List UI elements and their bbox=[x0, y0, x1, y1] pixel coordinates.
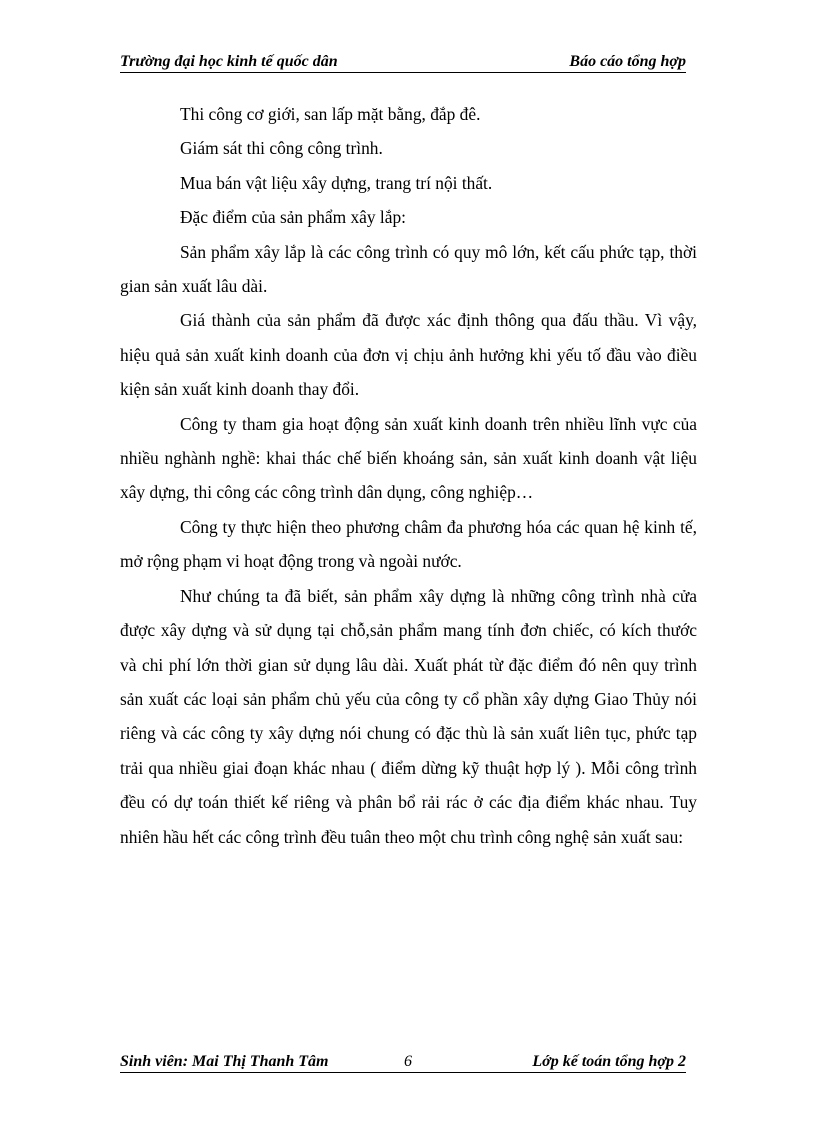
page-footer bbox=[120, 1052, 686, 1073]
paragraph-1: Thi công cơ giới, san lấp mặt bằng, đắp đê. bbox=[180, 104, 481, 124]
paragraph-5: Sản phẩm xây lắp là các công trình có quy mô lớn, kết cấu phức tạp, thời gian sản xuất lâu dài. bbox=[120, 241, 697, 297]
header-university: Trường đại học kinh tế quốc dân bbox=[120, 53, 338, 70]
paragraph-9: Như chúng ta đã biết, sản phẩm xây dựng là những công trình nhà cửa được xây dựng và sử dụng tại chỗ,sản phẩm mang tính đơn chiếc, có kích thước và chi phí lớn thời gian sử dụng lâu dài. Xuất phát từ đặc điểm đó nên quy trình sản xuất các loại sản phẩm chủ yếu của công ty cổ phần xây dựng Giao Thủy nói riêng và các công ty xây dựng nói chung có đặc thù là sản xuất liên tục, phức tạp trải qua nhiều giai đoạn khác nhau ( điểm dừng kỹ thuật hợp lý ). Mỗi công trình đều có dự toán thiết kế riêng và phân bổ rải rác ở các địa điểm khác nhau. Tuy nhiên hầu hết các công trình đều tuân theo một chu trình công nghệ sản xuất sau: bbox=[120, 585, 697, 847]
paragraph-4: Đặc điểm của sản phẩm xây lắp: bbox=[180, 207, 406, 228]
paragraph-8: Công ty thực hiện theo phương châm đa phương hóa các quan hệ kinh tế, mở rộng phạm vi hoạt động trong và ngoài nước. bbox=[120, 516, 697, 572]
footer-student-name: Sinh viên: Mai Thị Thanh Tâm bbox=[120, 1053, 329, 1070]
page-header bbox=[120, 52, 686, 73]
paragraph-2: Giám sát thi công công trình. bbox=[180, 138, 383, 159]
paragraph-6: Giá thành của sản phẩm đã được xác định thông qua đấu thầu. Vì vậy, hiệu quả sản xuất kinh doanh của đơn vị chịu ảnh hưởng khi yếu tố đầu vào điều kiện sản xuất kinh doanh thay đổi. bbox=[120, 310, 697, 400]
header-report-title: Báo cáo tổng hợp bbox=[569, 53, 686, 70]
footer-page-number: 6 bbox=[404, 1053, 412, 1070]
footer-class-name: Lớp kế toán tổng hợp 2 bbox=[532, 1053, 686, 1070]
paragraph-3: Mua bán vật liệu xây dựng, trang trí nội thất. bbox=[180, 172, 493, 193]
document-body bbox=[120, 97, 697, 854]
paragraph-7: Công ty tham gia hoạt động sản xuất kinh doanh trên nhiều lĩnh vực của nhiều nghành nghề: khai thác chế biến khoáng sản, sản xuất kinh doanh vật liệu xây dựng, thi công các công trình dân dụng, công nghiệp… bbox=[120, 413, 697, 503]
